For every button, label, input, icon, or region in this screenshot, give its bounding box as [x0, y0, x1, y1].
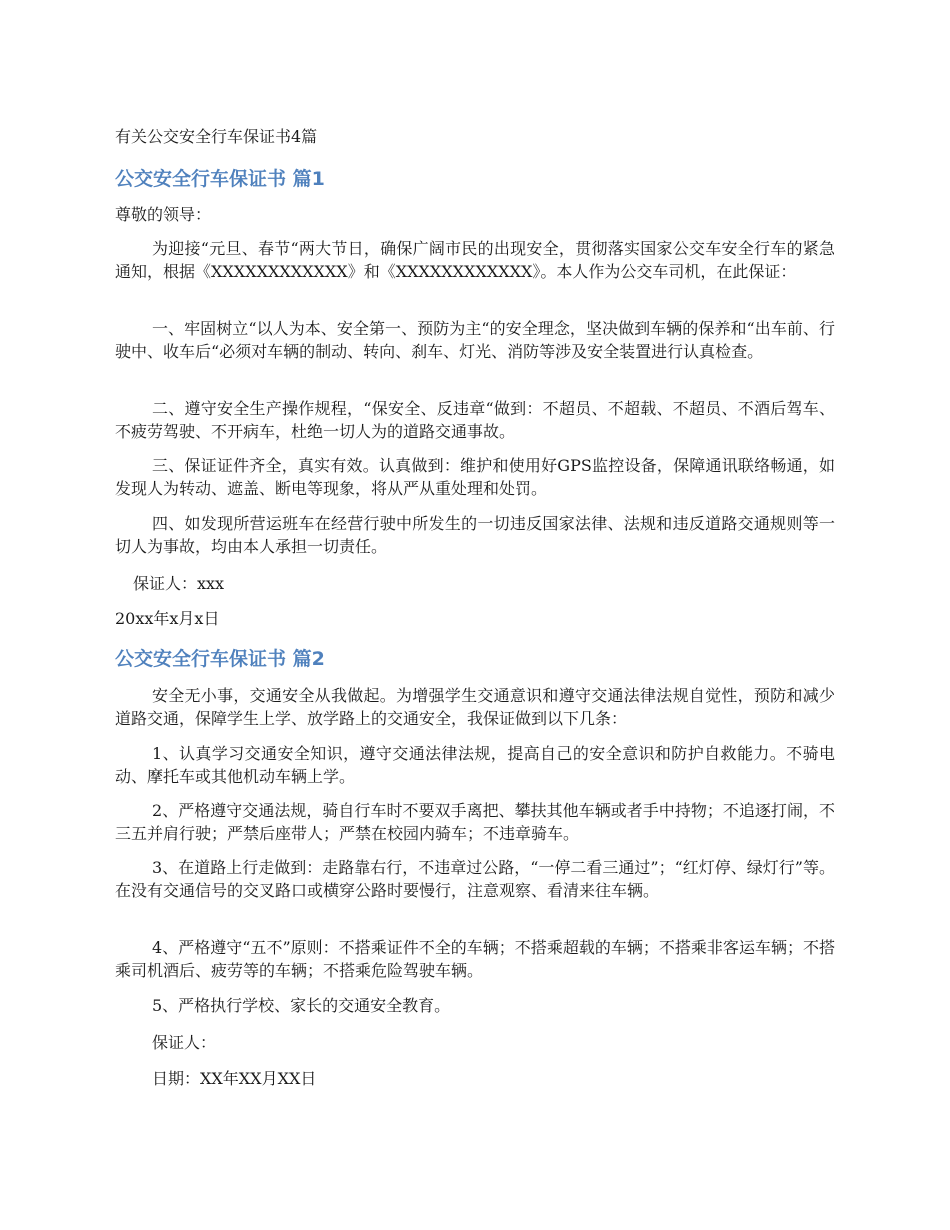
section-2-paragraph: 5、严格执行学校、家长的交通安全教育。 — [152, 996, 451, 1015]
section-1-paragraph: 二、遵守安全生产操作规程，“保安全、反违章“做到：不超员、不超载、不超员、不酒后驾车、不疲劳驾驶、不开病车，杜绝一切人为的道路交通事故。 — [115, 399, 835, 441]
section-1-paragraph: 一、牢固树立“以人为本、安全第一、预防为主“的安全理念，坚决做到车辆的保养和“出车前、行驶中、收车后“必须对车辆的制动、转向、刹车、灯光、消防等涉及安全装置进行认真检查。 — [115, 319, 835, 361]
section-1-salutation: 尊敬的领导： — [115, 205, 212, 224]
document-title: 有关公交安全行车保证书4篇 — [115, 127, 318, 146]
section-2-paragraph: 安全无小事，交通安全从我做起。为增强学生交通意识和遵守交通法律法规自觉性，预防和减少道路交通，保障学生上学、放学路上的交通安全，我保证做到以下几条： — [115, 686, 835, 728]
section-2-guarantor: 保证人： — [152, 1033, 217, 1052]
section-1-guarantor: 保证人：xxx — [133, 574, 225, 593]
section-2-date: 日期：XX年XX月XX日 — [152, 1069, 317, 1088]
section-2-paragraph: 4、严格遵守“五不”原则：不搭乘证件不全的车辆；不搭乘超载的车辆；不搭乘非客运车辆；不搭乘司机酒后、疲劳等的车辆；不搭乘危险驾驶车辆。 — [115, 938, 835, 980]
section-2-paragraph: 3、在道路上行走做到：走路靠右行，不违章过公路，“一停二看三通过”；“红灯停、绿灯行”等。在没有交通信号的交叉路口或横穿公路时要慢行，注意观察、看清来往车辆。 — [115, 858, 835, 900]
section-1-date: 20xx年x月x日 — [115, 609, 220, 628]
section-2-paragraph: 2、严格遵守交通法规，骑自行车时不要双手离把、攀扶其他车辆或者手中持物；不追逐打闹，不三五并肩行驶；严禁后座带人；严禁在校园内骑车；不违章骑车。 — [115, 801, 835, 843]
section-2-paragraph: 1、认真学习交通安全知识，遵守交通法律法规，提高自己的安全意识和防护自救能力。不骑电动、摩托车或其他机动车辆上学。 — [115, 744, 835, 786]
section-1-paragraph: 为迎接“元旦、春节“两大节日，确保广阔市民的出现安全，贯彻落实国家公交车安全行车的紧急通知，根据《XXXXXXXXXXXX》和《XXXXXXXXXXXX》。本人作为公交车司机，在此保证： — [115, 239, 835, 281]
section-2-heading: 公交安全行车保证书 篇2 — [115, 648, 325, 670]
section-1-paragraph: 三、保证证件齐全，真实有效。认真做到：维护和使用好GPS监控设备，保障通讯联络畅通，如发现人为转动、遮盖、断电等现象，将从严从重处理和处罚。 — [115, 456, 835, 498]
section-1-heading: 公交安全行车保证书 篇1 — [115, 168, 325, 190]
section-1-paragraph: 四、如发现所营运班车在经营行驶中所发生的一切违反国家法律、法规和违反道路交通规则等一切人为事故，均由本人承担一切责任。 — [115, 514, 835, 556]
